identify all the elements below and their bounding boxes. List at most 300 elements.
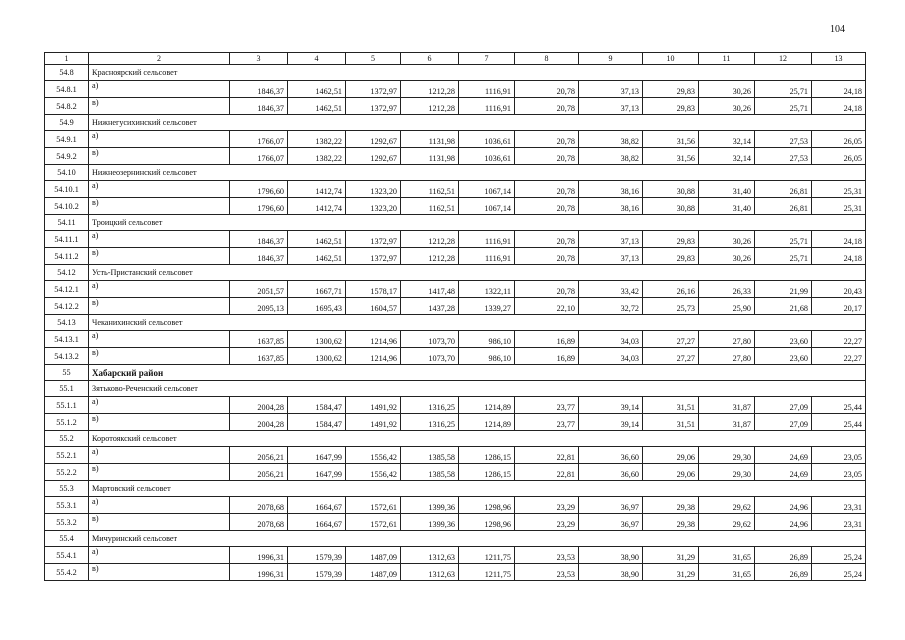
table-row [45,298,866,315]
value-cell-col-11: 31,40 [699,198,755,215]
value-cell-col-6: 1316,25 [401,414,459,431]
value-cell-col-9: 38,82 [579,148,643,165]
row-code: 55.2 [45,431,89,447]
page-number: 104 [830,24,845,35]
table-row [45,414,866,431]
value-cell-col-8: 20,78 [515,131,579,148]
value-cell-col-3: 2078,68 [230,514,288,531]
value-cell-col-5: 1572,61 [346,497,401,514]
value-cell-col-8: 16,89 [515,331,579,348]
value-cell-col-10: 29,83 [643,98,699,115]
value-cell-col-4: 1584,47 [288,397,346,414]
table-row [45,514,866,531]
value-cell-col-8: 20,78 [515,231,579,248]
value-cell-col-4: 1462,51 [288,248,346,265]
row-code: 54.10.2 [45,198,89,215]
table-row [45,331,866,348]
value-cell-col-11: 32,14 [699,131,755,148]
table-row [45,497,866,514]
value-cell-col-7: 1214,89 [459,397,515,414]
value-cell-col-13: 26,05 [812,148,866,165]
value-cell-col-6: 1212,28 [401,81,459,98]
section-header-row [45,381,866,397]
column-header-6: 6 [401,53,459,65]
value-cell-col-11: 29,30 [699,447,755,464]
value-cell-col-9: 36,60 [579,447,643,464]
value-cell-col-4: 1462,51 [288,98,346,115]
row-code: 54.10 [45,165,89,181]
row-label: а) [89,281,230,298]
row-label: а) [89,181,230,198]
value-cell-col-13: 20,17 [812,298,866,315]
value-cell-col-9: 38,82 [579,131,643,148]
value-cell-col-8: 20,78 [515,248,579,265]
value-cell-col-9: 32,72 [579,298,643,315]
value-cell-col-9: 37,13 [579,98,643,115]
value-cell-col-4: 1412,74 [288,181,346,198]
row-label: в) [89,98,230,115]
row-code: 54.9 [45,115,89,131]
value-cell-col-4: 1382,22 [288,131,346,148]
value-cell-col-3: 2078,68 [230,497,288,514]
value-cell-col-10: 30,88 [643,181,699,198]
value-cell-col-3: 1637,85 [230,348,288,365]
value-cell-col-10: 30,88 [643,198,699,215]
value-cell-col-8: 23,77 [515,414,579,431]
value-cell-col-5: 1323,20 [346,198,401,215]
value-cell-col-10: 29,83 [643,231,699,248]
section-header-row [45,65,866,81]
value-cell-col-8: 20,78 [515,148,579,165]
value-cell-col-5: 1487,09 [346,564,401,581]
value-cell-col-9: 37,13 [579,81,643,98]
value-cell-col-12: 24,69 [755,464,812,481]
row-label: в) [89,564,230,581]
value-cell-col-13: 22,27 [812,348,866,365]
column-header-9: 9 [579,53,643,65]
value-cell-col-11: 29,30 [699,464,755,481]
column-header-4: 4 [288,53,346,65]
value-cell-col-7: 1067,14 [459,198,515,215]
value-cell-col-7: 986,10 [459,331,515,348]
table-row [45,564,866,581]
value-cell-col-8: 20,78 [515,98,579,115]
value-cell-col-4: 1300,62 [288,348,346,365]
value-cell-col-7: 1286,15 [459,447,515,464]
table-body [45,53,866,581]
table-row [45,131,866,148]
value-cell-col-10: 27,27 [643,348,699,365]
value-cell-col-3: 1796,60 [230,181,288,198]
value-cell-col-11: 31,87 [699,414,755,431]
row-label: в) [89,348,230,365]
row-code: 54.12.2 [45,298,89,315]
value-cell-col-6: 1073,70 [401,348,459,365]
row-label: в) [89,248,230,265]
value-cell-col-11: 29,62 [699,514,755,531]
value-cell-col-7: 1036,61 [459,148,515,165]
value-cell-col-8: 23,29 [515,514,579,531]
value-cell-col-3: 1637,85 [230,331,288,348]
column-header-12: 12 [755,53,812,65]
value-cell-col-3: 1846,37 [230,248,288,265]
value-cell-col-6: 1399,36 [401,514,459,531]
table-row [45,464,866,481]
value-cell-col-7: 1211,75 [459,564,515,581]
value-cell-col-11: 30,26 [699,231,755,248]
value-cell-col-9: 34,03 [579,331,643,348]
value-cell-col-4: 1462,51 [288,231,346,248]
section-title: Красноярский сельсовет [89,65,866,81]
row-code: 54.11.1 [45,231,89,248]
value-cell-col-3: 1846,37 [230,81,288,98]
section-title: Усть-Пристанский сельсовет [89,265,866,281]
section-header-row [45,265,866,281]
row-code: 55.3.2 [45,514,89,531]
section-header-row [45,115,866,131]
value-cell-col-13: 24,18 [812,98,866,115]
row-code: 55.4.2 [45,564,89,581]
value-cell-col-5: 1372,97 [346,81,401,98]
value-cell-col-10: 31,29 [643,547,699,564]
table-row [45,198,866,215]
row-code: 55.1.1 [45,397,89,414]
table-row [45,348,866,365]
value-cell-col-12: 24,96 [755,514,812,531]
value-cell-col-4: 1462,51 [288,81,346,98]
table-row [45,281,866,298]
value-cell-col-12: 21,99 [755,281,812,298]
row-label: в) [89,464,230,481]
value-cell-col-13: 23,31 [812,497,866,514]
row-label: в) [89,514,230,531]
value-cell-col-10: 31,51 [643,397,699,414]
row-label: а) [89,497,230,514]
value-cell-col-9: 34,03 [579,348,643,365]
row-label: в) [89,414,230,431]
value-cell-col-9: 37,13 [579,248,643,265]
value-cell-col-6: 1385,58 [401,447,459,464]
value-cell-col-7: 1116,91 [459,231,515,248]
value-cell-col-11: 31,87 [699,397,755,414]
value-cell-col-9: 39,14 [579,414,643,431]
value-cell-col-7: 1211,75 [459,547,515,564]
value-cell-col-10: 26,16 [643,281,699,298]
value-cell-col-13: 23,31 [812,514,866,531]
value-cell-col-12: 27,09 [755,414,812,431]
value-cell-col-4: 1647,99 [288,447,346,464]
value-cell-col-13: 24,18 [812,248,866,265]
value-cell-col-5: 1556,42 [346,464,401,481]
value-cell-col-6: 1212,28 [401,248,459,265]
value-cell-col-10: 27,27 [643,331,699,348]
value-cell-col-8: 23,29 [515,497,579,514]
row-code: 54.8 [45,65,89,81]
column-header-13: 13 [812,53,866,65]
value-cell-col-6: 1312,63 [401,564,459,581]
value-cell-col-8: 22,81 [515,447,579,464]
value-cell-col-8: 20,78 [515,281,579,298]
value-cell-col-12: 26,89 [755,564,812,581]
table-row [45,81,866,98]
value-cell-col-9: 36,60 [579,464,643,481]
row-code: 55.2.1 [45,447,89,464]
value-cell-col-3: 2056,21 [230,447,288,464]
value-cell-col-13: 25,44 [812,397,866,414]
row-label: а) [89,397,230,414]
section-title: Нижнеозернинский сельсовет [89,165,866,181]
value-cell-col-5: 1491,92 [346,414,401,431]
section-header-row [45,215,866,231]
value-cell-col-3: 1766,07 [230,131,288,148]
value-cell-col-4: 1382,22 [288,148,346,165]
value-cell-col-7: 1339,27 [459,298,515,315]
value-cell-col-7: 1298,96 [459,497,515,514]
value-cell-col-12: 23,60 [755,348,812,365]
value-cell-col-6: 1437,28 [401,298,459,315]
value-cell-col-5: 1491,92 [346,397,401,414]
value-cell-col-10: 25,73 [643,298,699,315]
value-cell-col-4: 1695,43 [288,298,346,315]
value-cell-col-6: 1131,98 [401,148,459,165]
value-cell-col-9: 38,90 [579,547,643,564]
section-title: Мичуринский сельсовет [89,531,866,547]
value-cell-col-6: 1399,36 [401,497,459,514]
value-cell-col-5: 1372,97 [346,231,401,248]
value-cell-col-10: 29,83 [643,248,699,265]
district-title: Хабарский район [89,365,866,381]
value-cell-col-7: 1214,89 [459,414,515,431]
value-cell-col-4: 1664,67 [288,497,346,514]
value-cell-col-10: 31,56 [643,148,699,165]
value-cell-col-3: 2004,28 [230,397,288,414]
row-code: 54.11.2 [45,248,89,265]
value-cell-col-11: 30,26 [699,81,755,98]
value-cell-col-6: 1162,51 [401,181,459,198]
value-cell-col-12: 25,71 [755,248,812,265]
value-cell-col-10: 29,38 [643,514,699,531]
row-code: 54.9.1 [45,131,89,148]
value-cell-col-3: 1996,31 [230,564,288,581]
row-label: в) [89,148,230,165]
value-cell-col-11: 31,65 [699,547,755,564]
value-cell-col-12: 26,89 [755,547,812,564]
value-cell-col-6: 1131,98 [401,131,459,148]
value-cell-col-3: 1846,37 [230,98,288,115]
value-cell-col-13: 20,43 [812,281,866,298]
value-cell-col-7: 1116,91 [459,98,515,115]
value-cell-col-9: 33,42 [579,281,643,298]
row-code: 54.10.1 [45,181,89,198]
value-cell-col-11: 25,90 [699,298,755,315]
row-label: а) [89,131,230,148]
value-cell-col-5: 1372,97 [346,248,401,265]
value-cell-col-7: 1036,61 [459,131,515,148]
value-cell-col-8: 22,10 [515,298,579,315]
value-cell-col-10: 29,38 [643,497,699,514]
value-cell-col-5: 1487,09 [346,547,401,564]
section-header-row [45,431,866,447]
section-header-row [45,315,866,331]
value-cell-col-5: 1292,67 [346,148,401,165]
value-cell-col-11: 30,26 [699,98,755,115]
row-code: 54.13.2 [45,348,89,365]
value-cell-col-3: 1996,31 [230,547,288,564]
value-cell-col-6: 1312,63 [401,547,459,564]
value-cell-col-3: 2051,57 [230,281,288,298]
value-cell-col-8: 22,81 [515,464,579,481]
value-cell-col-6: 1212,28 [401,98,459,115]
value-cell-col-5: 1372,97 [346,98,401,115]
value-cell-col-4: 1300,62 [288,331,346,348]
value-cell-col-4: 1412,74 [288,198,346,215]
value-cell-col-7: 1116,91 [459,248,515,265]
value-cell-col-12: 24,96 [755,497,812,514]
section-title: Коротоякский сельсовет [89,431,866,447]
value-cell-col-3: 1766,07 [230,148,288,165]
value-cell-col-12: 23,60 [755,331,812,348]
value-cell-col-6: 1212,28 [401,231,459,248]
value-cell-col-11: 29,62 [699,497,755,514]
row-code: 55.3.1 [45,497,89,514]
row-code: 55.1 [45,381,89,397]
row-code: 54.11 [45,215,89,231]
value-cell-col-10: 31,51 [643,414,699,431]
row-code: 55.1.2 [45,414,89,431]
value-cell-col-9: 37,13 [579,231,643,248]
value-cell-col-4: 1664,67 [288,514,346,531]
value-cell-col-4: 1579,39 [288,547,346,564]
row-label: а) [89,81,230,98]
row-label: а) [89,447,230,464]
row-code: 54.13 [45,315,89,331]
value-cell-col-12: 27,09 [755,397,812,414]
row-code: 55.3 [45,481,89,497]
value-cell-col-11: 30,26 [699,248,755,265]
value-cell-col-4: 1647,99 [288,464,346,481]
table-row [45,98,866,115]
section-title: Нижнегусихинский сельсовет [89,115,866,131]
header-row [45,53,866,65]
value-cell-col-12: 26,81 [755,198,812,215]
value-cell-col-5: 1214,96 [346,348,401,365]
table-row [45,547,866,564]
value-cell-col-11: 32,14 [699,148,755,165]
value-cell-col-11: 31,40 [699,181,755,198]
value-cell-col-11: 27,80 [699,331,755,348]
value-cell-col-10: 31,29 [643,564,699,581]
value-cell-col-7: 1067,14 [459,181,515,198]
value-cell-col-7: 1116,91 [459,81,515,98]
value-cell-col-12: 25,71 [755,98,812,115]
value-cell-col-8: 16,89 [515,348,579,365]
value-cell-col-9: 36,97 [579,497,643,514]
value-cell-col-13: 25,24 [812,547,866,564]
value-cell-col-6: 1162,51 [401,198,459,215]
value-cell-col-9: 38,16 [579,198,643,215]
row-label: а) [89,547,230,564]
value-cell-col-5: 1214,96 [346,331,401,348]
row-code: 55 [45,365,89,381]
value-cell-col-3: 2095,13 [230,298,288,315]
value-cell-col-12: 25,71 [755,81,812,98]
table-row [45,248,866,265]
value-cell-col-13: 23,05 [812,464,866,481]
column-header-5: 5 [346,53,401,65]
table-row [45,397,866,414]
row-code: 54.8.1 [45,81,89,98]
column-header-11: 11 [699,53,755,65]
value-cell-col-8: 23,53 [515,547,579,564]
value-cell-col-3: 1796,60 [230,198,288,215]
value-cell-col-8: 23,77 [515,397,579,414]
section-title: Чеканихинский сельсовет [89,315,866,331]
section-title: Троицкий сельсовет [89,215,866,231]
value-cell-col-5: 1604,57 [346,298,401,315]
column-header-1: 1 [45,53,89,65]
value-cell-col-10: 29,06 [643,464,699,481]
value-cell-col-12: 25,71 [755,231,812,248]
value-cell-col-11: 31,65 [699,564,755,581]
value-cell-col-9: 38,90 [579,564,643,581]
value-cell-col-10: 31,56 [643,131,699,148]
value-cell-col-13: 24,18 [812,81,866,98]
row-code: 54.8.2 [45,98,89,115]
value-cell-col-5: 1292,67 [346,131,401,148]
value-cell-col-11: 26,33 [699,281,755,298]
row-label: а) [89,331,230,348]
row-label: а) [89,231,230,248]
row-code: 54.13.1 [45,331,89,348]
value-cell-col-9: 36,97 [579,514,643,531]
value-cell-col-6: 1316,25 [401,397,459,414]
table-row [45,148,866,165]
value-cell-col-4: 1667,71 [288,281,346,298]
section-title: Зятьково-Реченский сельсовет [89,381,866,397]
value-cell-col-8: 23,53 [515,564,579,581]
value-cell-col-7: 1322,11 [459,281,515,298]
value-cell-col-12: 27,53 [755,131,812,148]
value-cell-col-8: 20,78 [515,181,579,198]
value-cell-col-12: 24,69 [755,447,812,464]
table-row [45,231,866,248]
value-cell-col-3: 2004,28 [230,414,288,431]
row-code: 54.12.1 [45,281,89,298]
value-cell-col-4: 1584,47 [288,414,346,431]
column-header-2: 2 [89,53,230,65]
value-cell-col-13: 24,18 [812,231,866,248]
value-cell-col-4: 1579,39 [288,564,346,581]
value-cell-col-13: 23,05 [812,447,866,464]
value-cell-col-13: 22,27 [812,331,866,348]
value-cell-col-9: 38,16 [579,181,643,198]
value-cell-col-13: 25,44 [812,414,866,431]
value-cell-col-8: 20,78 [515,198,579,215]
value-cell-col-5: 1556,42 [346,447,401,464]
value-cell-col-11: 27,80 [699,348,755,365]
table-row [45,447,866,464]
district-header-row [45,365,866,381]
value-cell-col-13: 25,31 [812,181,866,198]
row-code: 55.4 [45,531,89,547]
section-header-row [45,531,866,547]
row-code: 55.4.1 [45,547,89,564]
value-cell-col-3: 2056,21 [230,464,288,481]
value-cell-col-8: 20,78 [515,81,579,98]
row-code: 55.2.2 [45,464,89,481]
value-cell-col-3: 1846,37 [230,231,288,248]
value-cell-col-12: 27,53 [755,148,812,165]
